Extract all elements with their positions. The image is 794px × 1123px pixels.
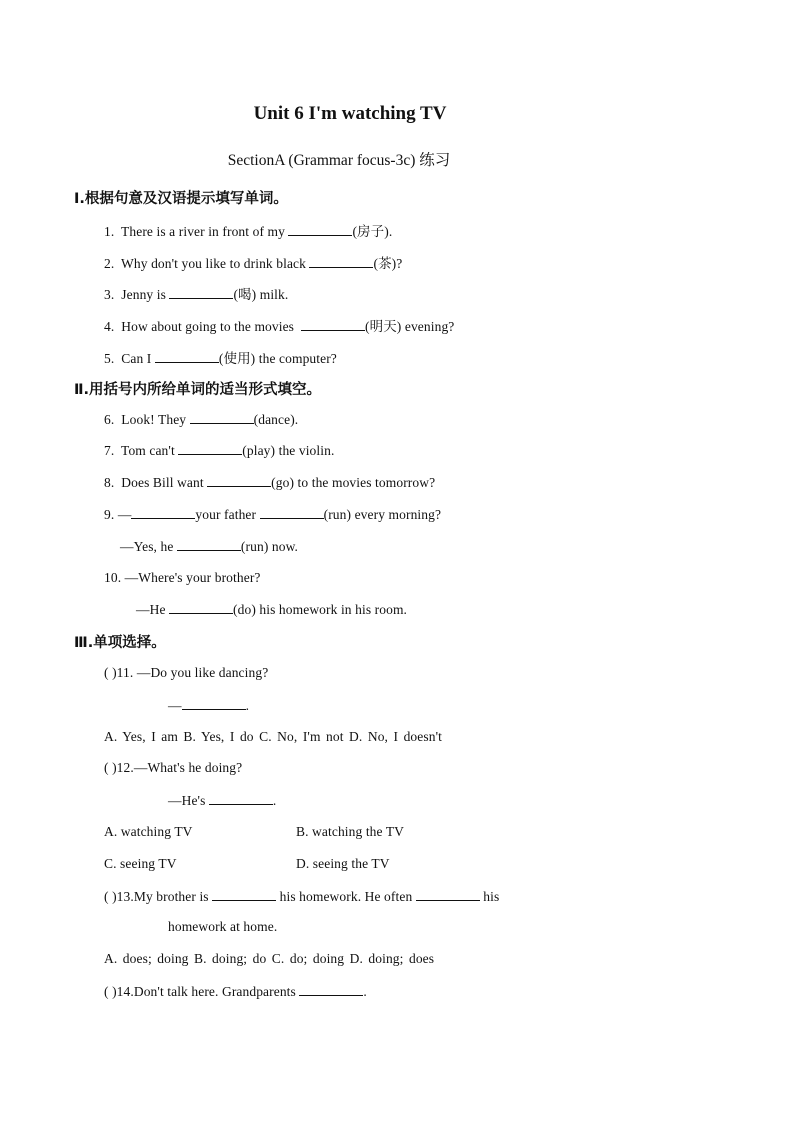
question-9: 9. — your father (run) every morning? <box>104 507 442 522</box>
question-12: ( )12.—What's he doing? <box>104 760 243 775</box>
question-14: ( )14.Don't talk here. Grandparents . <box>104 984 367 999</box>
answer-paren[interactable]: ( ) <box>104 760 117 775</box>
section-heading-2: Ⅱ.用括号内所给单词的适当形式填空。 <box>74 382 322 398</box>
page-subtitle: SectionA (Grammar focus-3c) 练习 <box>227 152 451 169</box>
question-7: 7. Tom can't (play) the violin. <box>104 443 335 458</box>
answer-blank[interactable] <box>416 888 480 901</box>
answer-blank[interactable] <box>309 255 373 268</box>
option-12-b: B. watching the TV <box>296 824 405 839</box>
answer-blank[interactable] <box>207 474 271 487</box>
answer-blank[interactable] <box>182 697 246 710</box>
option-12-a: A. watching TV <box>104 824 193 839</box>
section-heading-3: Ⅲ.单项选择。 <box>74 635 166 651</box>
answer-blank[interactable] <box>131 506 195 519</box>
option-12-c: C. seeing TV <box>104 856 177 871</box>
answer-blank[interactable] <box>177 538 241 551</box>
question-13: ( )13.My brother is his homework. He often his <box>104 889 500 904</box>
question-8: 8. Does Bill want (go) to the movies tomorrow? <box>104 475 436 490</box>
question-10-reply: —He (do) his homework in his room. <box>136 602 408 617</box>
answer-blank[interactable] <box>190 411 254 424</box>
question-2: 2. Why don't you like to drink black (茶)? <box>104 256 403 271</box>
question-13-options: A. does; doing B. doing; do C. do; doing D. doing; does <box>104 951 435 966</box>
question-4: 4. How about going to the movies (明天) evening? <box>104 319 455 334</box>
answer-blank[interactable] <box>212 888 276 901</box>
question-5: 5. Can I (使用) the computer? <box>104 351 337 366</box>
page-title: Unit 6 I'm watching TV <box>253 103 447 124</box>
answer-blank[interactable] <box>169 601 233 614</box>
answer-blank[interactable] <box>209 792 273 805</box>
answer-blank[interactable] <box>260 506 324 519</box>
question-11-options: A. Yes, I am B. Yes, I do C. No, I'm not D. No, I doesn't <box>104 729 442 744</box>
question-3: 3. Jenny is (喝) milk. <box>104 287 289 302</box>
question-11-reply: — . <box>168 698 250 713</box>
question-13-cont: homework at home. <box>168 919 278 934</box>
question-12-reply: —He's . <box>168 793 277 808</box>
answer-blank[interactable] <box>155 350 219 363</box>
answer-paren[interactable]: ( ) <box>104 984 117 999</box>
section-heading-1: Ⅰ.根据句意及汉语提示填写单词。 <box>74 191 288 207</box>
question-9-reply: —Yes, he (run) now. <box>120 539 299 554</box>
question-10: 10. —Where's your brother? <box>104 570 261 585</box>
question-1: 1. There is a river in front of my (房子). <box>104 224 393 239</box>
answer-blank[interactable] <box>178 442 242 455</box>
answer-paren[interactable]: ( ) <box>104 665 117 680</box>
answer-blank[interactable] <box>288 223 352 236</box>
answer-blank[interactable] <box>169 286 233 299</box>
answer-paren[interactable]: ( ) <box>104 889 117 904</box>
answer-blank[interactable] <box>301 318 365 331</box>
question-6: 6. Look! They (dance). <box>104 412 299 427</box>
answer-blank[interactable] <box>299 983 363 996</box>
question-11: ( )11. —Do you like dancing? <box>104 665 269 680</box>
option-12-d: D. seeing the TV <box>296 856 390 871</box>
